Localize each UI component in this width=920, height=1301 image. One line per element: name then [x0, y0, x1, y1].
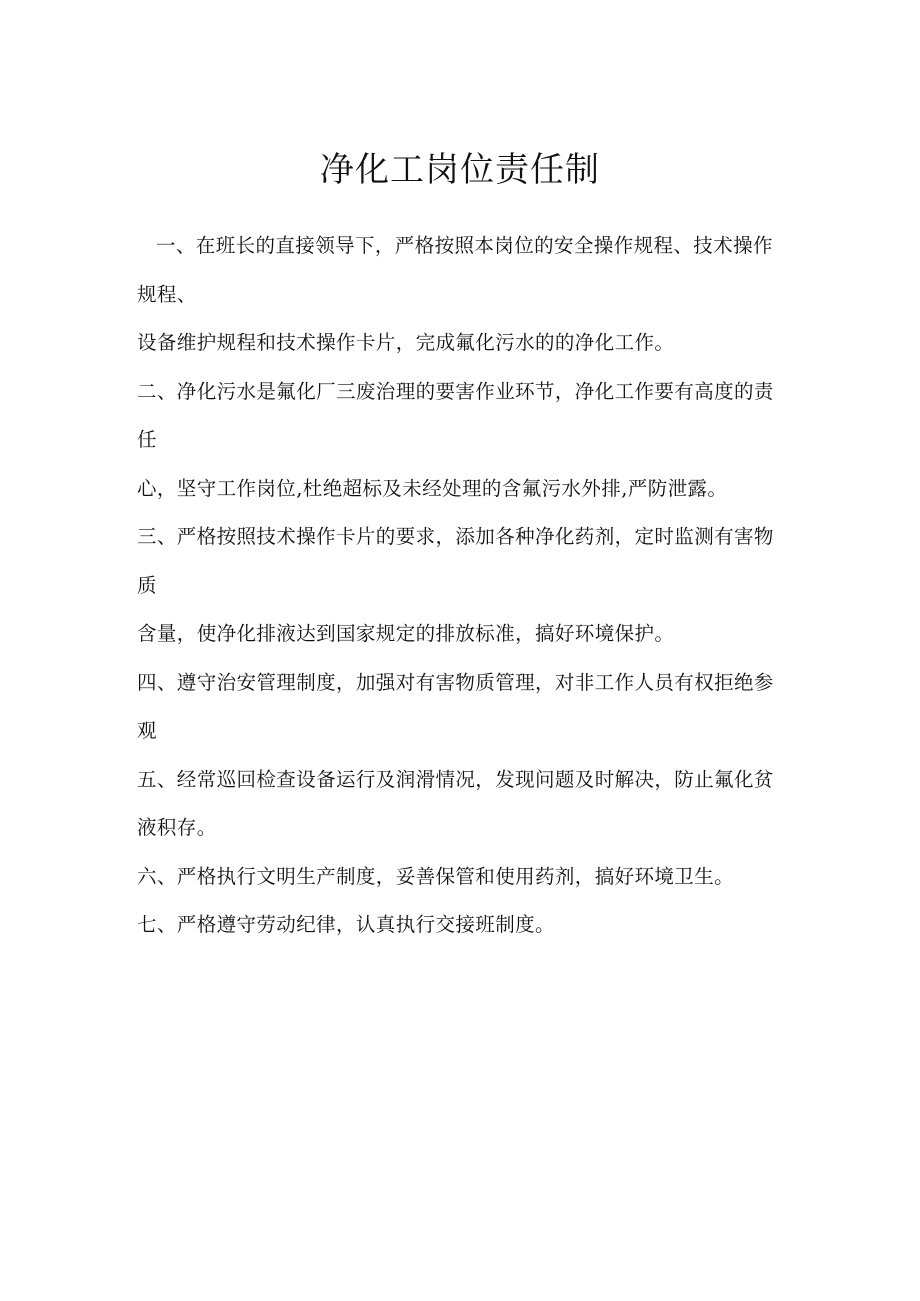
paragraph-line: 七、严格遵守劳动纪律，认真执行交接班制度。	[137, 913, 555, 936]
paragraph-line: 规程、	[137, 282, 197, 306]
paragraph-line: 质	[137, 573, 157, 597]
document-body	[137, 227, 797, 955]
paragraph-line: 六、严格执行文明生产制度，妥善保管和使用药剂，搞好环境卫生。	[137, 864, 735, 888]
document-title: 净化工岗位责任制	[320, 150, 600, 190]
paragraph-line: 心，坚守工作岗位,杜绝超标及未经处理的含氟污水外排,严防泄露。	[137, 476, 728, 500]
paragraph-line: 设备维护规程和技术操作卡片，完成氟化污水的的净化工作。	[137, 331, 675, 354]
paragraph-line: 三、严格按照技术操作卡片的要求，添加各种净化药剂，定时监测有害物	[137, 525, 774, 548]
paragraph-line: 液积存。	[137, 816, 217, 839]
paragraph-line: 一、在班长的直接领导下，严格按照本岗位的安全操作规程、技术操作	[156, 234, 773, 257]
paragraph-line: 二、净化污水是氟化厂三废治理的要害作业环节，净化工作要有高度的责	[137, 379, 774, 403]
paragraph-line: 四、遵守治安管理制度，加强对有害物质管理，对非工作人员有权拒绝参	[137, 670, 774, 694]
paragraph-line: 观	[137, 719, 157, 742]
paragraph-line: 任	[137, 428, 157, 451]
paragraph-line: 五、经常巡回检查设备运行及润滑情况，发现问题及时解决，防止氟化贫	[137, 767, 774, 791]
paragraph-line: 含量，使净化排液达到国家规定的排放标准，搞好环境保护。	[137, 622, 675, 645]
